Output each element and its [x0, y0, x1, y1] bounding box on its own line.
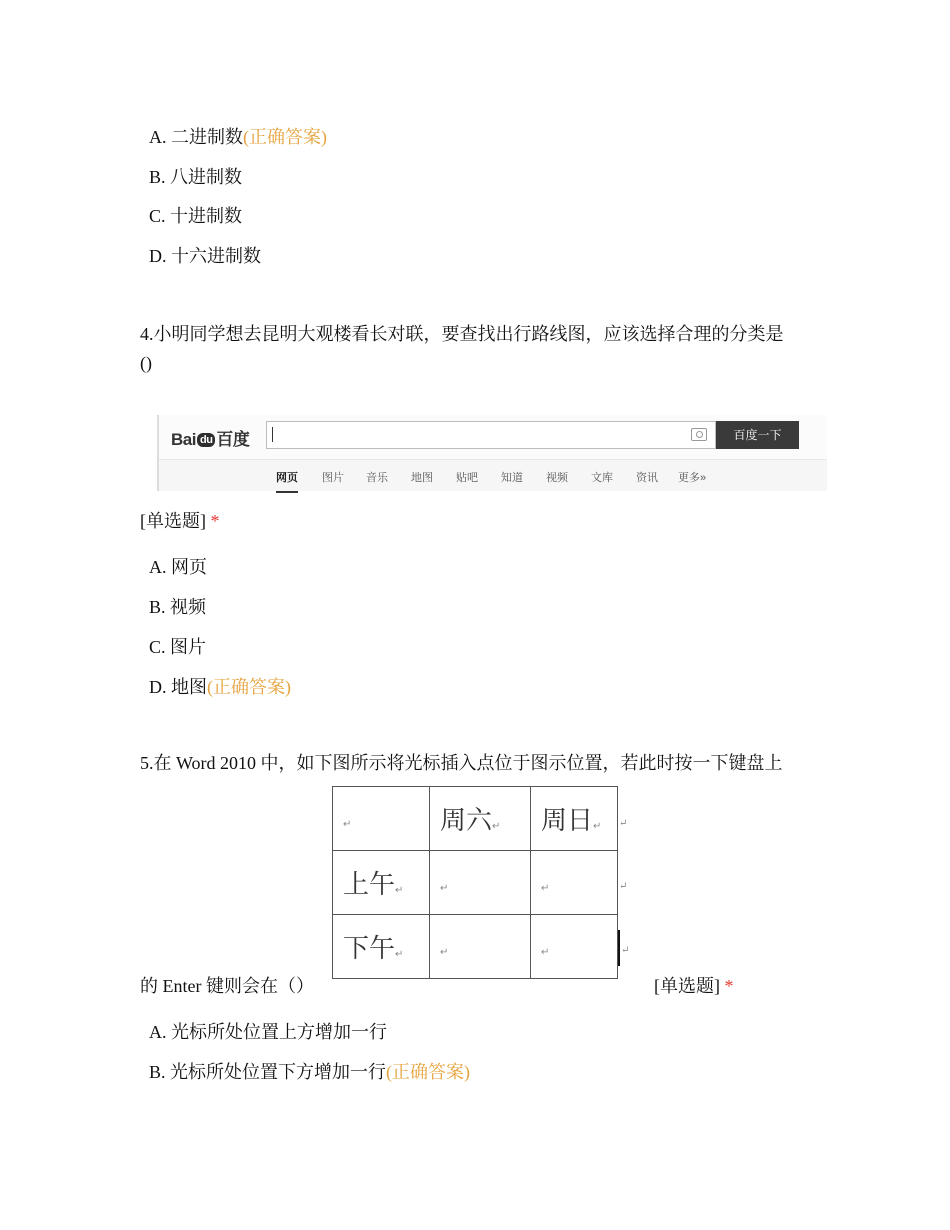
table-cell: ↵ [430, 851, 531, 915]
table-cell: ↵ [531, 851, 618, 915]
option-prefix: B. [149, 167, 166, 187]
option-text: 视频 [170, 597, 207, 617]
correct-answer-label: (正确答案) [207, 677, 291, 697]
baidu-nav-more: 更多» [678, 472, 707, 484]
baidu-logo: Bai du 百度 [171, 430, 250, 449]
table-cell: 周日↵ [531, 787, 618, 851]
q5-option-a[interactable] [149, 1018, 387, 1044]
q4-title-line2: () [140, 353, 152, 373]
q4-option-d[interactable] [149, 673, 291, 699]
required-mark: * [210, 511, 220, 531]
option-text: 光标所处位置下方增加一行 [170, 1062, 387, 1082]
baidu-nav-webpage: 网页 [276, 469, 298, 493]
table-cell: 下午↵ [333, 915, 430, 979]
option-text: 网页 [171, 557, 207, 577]
option-prefix: D. [149, 246, 167, 266]
baidu-nav-news: 资讯 [636, 472, 658, 484]
option-text: 二进制数 [171, 127, 243, 147]
q5-option-b[interactable] [149, 1058, 470, 1084]
baidu-nav-tieba: 贴吧 [456, 472, 478, 484]
q3-option-b[interactable] [149, 163, 242, 189]
baidu-nav-wenku: 文库 [591, 472, 613, 484]
word-table-screenshot [332, 786, 618, 979]
baidu-search-screenshot [157, 415, 827, 491]
q4-type-label: [单选题] * [140, 511, 220, 531]
baidu-search-button: 百度一下 [716, 421, 799, 449]
option-prefix: C. [149, 206, 166, 226]
q5-title-line1: 5.在 Word 2010 中，如下图所示将光标插入点位于图示位置，若此时按一下键盘上 [140, 753, 783, 773]
baidu-nav-video: 视频 [546, 472, 568, 484]
paw-icon: du [197, 433, 215, 447]
q3-option-a[interactable] [149, 123, 327, 149]
table-cell: 周六↵ [430, 787, 531, 851]
baidu-search-input [266, 421, 716, 449]
option-text: 地图 [171, 677, 207, 697]
baidu-header [159, 415, 827, 459]
option-text: 十进制数 [170, 206, 243, 226]
option-text: 光标所处位置上方增加一行 [171, 1022, 387, 1042]
table-cell: ↵ [531, 915, 618, 979]
q4-option-a[interactable] [149, 553, 207, 579]
table-row [333, 915, 618, 979]
baidu-nav-zhidao: 知道 [501, 472, 523, 484]
text-cursor [618, 930, 620, 966]
q4-option-c[interactable] [149, 633, 206, 659]
correct-answer-label: (正确答案) [386, 1062, 471, 1082]
required-mark: * [724, 976, 734, 996]
baidu-category-nav [159, 459, 827, 492]
table-cell: 上午↵ [333, 851, 430, 915]
option-prefix: A. [149, 127, 167, 147]
camera-icon [691, 428, 707, 441]
table-row [333, 787, 618, 851]
table-cell: ↵ [430, 915, 531, 979]
q3-option-c[interactable] [149, 202, 242, 228]
q5-title-line2: 的 Enter 键则会在（） [140, 976, 314, 996]
option-text: 十六进制数 [171, 246, 261, 266]
table-row [333, 851, 618, 915]
option-text: 八进制数 [170, 167, 243, 187]
baidu-nav-map: 地图 [411, 472, 433, 484]
q4-option-b[interactable] [149, 593, 206, 619]
row-end-mark: ↵ [619, 818, 628, 829]
option-prefix: B. [149, 597, 166, 617]
row-end-mark: ↵ [621, 945, 630, 956]
table-cell: ↵ [333, 787, 430, 851]
option-prefix: A. [149, 557, 167, 577]
text-caret [272, 427, 273, 442]
option-text: 图片 [170, 637, 207, 657]
option-prefix: B. [149, 1062, 166, 1082]
baidu-nav-music: 音乐 [366, 472, 388, 484]
baidu-nav-images: 图片 [322, 472, 344, 484]
option-prefix: C. [149, 637, 166, 657]
option-prefix: D. [149, 677, 167, 697]
option-prefix: A. [149, 1022, 167, 1042]
q3-option-d[interactable] [149, 242, 261, 268]
correct-answer-label: (正确答案) [243, 127, 327, 147]
row-end-mark: ↵ [619, 881, 628, 892]
q5-type-label: [单选题] * [654, 976, 734, 996]
q4-title-line1: 4.小明同学想去昆明大观楼看长对联，要查找出行路线图，应该选择合理的分类是 [140, 324, 784, 344]
